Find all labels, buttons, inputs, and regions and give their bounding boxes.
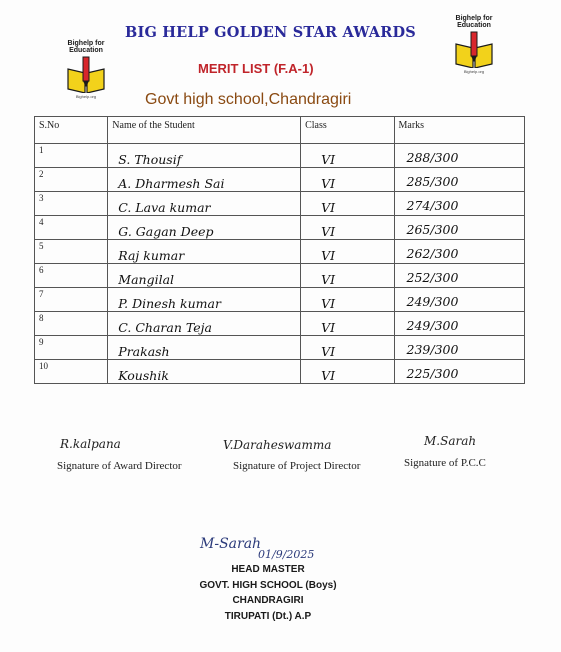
row-sno: 2 [35, 168, 108, 192]
merit-table [34, 116, 525, 384]
row-class-cell [301, 144, 394, 168]
row-marks: 285/300 [406, 174, 459, 189]
table-row [35, 288, 525, 312]
table-row [35, 216, 525, 240]
row-student-name: C. Lava kumar [118, 200, 211, 215]
row-student-name: A. Dharmesh Sai [118, 176, 225, 191]
row-marks: 262/300 [406, 246, 459, 261]
row-marks-cell [394, 192, 525, 216]
row-marks-cell [394, 264, 525, 288]
headmaster-date: 01/9/2025 [258, 548, 315, 561]
row-class: VI [321, 176, 336, 191]
table-row [35, 168, 525, 192]
book-pencil-icon [66, 55, 106, 93]
row-marks: 252/300 [406, 270, 459, 285]
row-student-name-cell [108, 216, 301, 240]
row-student-name: S. Thousif [118, 152, 182, 167]
row-class-cell [301, 216, 394, 240]
row-class-cell [301, 360, 394, 384]
row-marks: 265/300 [406, 222, 459, 237]
table-row [35, 240, 525, 264]
stamp-line: HEAD MASTER [231, 564, 305, 575]
table-header-row [35, 117, 525, 144]
bighelp-logo-right [438, 15, 510, 74]
row-class: VI [321, 248, 336, 263]
row-student-name: Mangilal [118, 272, 175, 287]
row-marks-cell [394, 336, 525, 360]
row-class-cell [301, 240, 394, 264]
logo-tag: Bighelp.org [463, 69, 485, 74]
stamp-line: TIRUPATI (Dt.) A.P [224, 610, 312, 622]
merit-list-heading: MERIT LIST (F.A-1) [198, 61, 314, 76]
row-marks-cell [394, 240, 525, 264]
row-student-name: G. Gagan Deep [118, 224, 214, 239]
row-student-name-cell [108, 336, 301, 360]
row-marks: 288/300 [406, 150, 459, 165]
row-marks: 274/300 [406, 198, 459, 213]
table-row [35, 192, 525, 216]
row-student-name-cell [108, 168, 301, 192]
table-row [35, 264, 525, 288]
row-sno: 10 [35, 360, 108, 384]
row-class-cell [301, 288, 394, 312]
row-student-name-cell [108, 240, 301, 264]
award-director-signature: R.kalpana [60, 437, 121, 451]
row-class-cell [301, 192, 394, 216]
row-sno: 3 [35, 192, 108, 216]
row-student-name-cell [108, 312, 301, 336]
table-row [35, 144, 525, 168]
table-row [35, 312, 525, 336]
row-student-name: C. Charan Teja [118, 320, 212, 335]
row-sno: 7 [35, 288, 108, 312]
row-marks-cell [394, 168, 525, 192]
pcc-label: Signature of P.C.C [404, 457, 486, 469]
row-student-name-cell [108, 264, 301, 288]
row-marks-cell [394, 288, 525, 312]
row-student-name: P. Dinesh kumar [118, 296, 221, 311]
row-student-name-cell [108, 288, 301, 312]
row-class: VI [321, 200, 336, 215]
logo-tag: Bighelp.org [75, 94, 97, 99]
row-class: VI [321, 152, 336, 167]
book-pencil-icon [454, 30, 494, 68]
row-class: VI [321, 296, 336, 311]
headmaster-signature: M-Sarah [200, 536, 262, 552]
row-class-cell [301, 336, 394, 360]
table-row [35, 336, 525, 360]
logo-name: Bighelp for Education [67, 40, 105, 54]
column-header-name: Name of the Student [108, 117, 301, 144]
project-director-label: Signature of Project Director [233, 460, 361, 472]
row-class: VI [321, 320, 336, 335]
column-header-class: Class [301, 117, 394, 144]
bighelp-logo-left [50, 40, 122, 99]
column-header-marks: Marks [394, 117, 525, 144]
row-student-name: Prakash [118, 344, 170, 359]
pcc-signature: M.Sarah [424, 434, 477, 448]
row-class-cell [301, 312, 394, 336]
award-director-label: Signature of Award Director [57, 460, 182, 472]
row-marks-cell [394, 312, 525, 336]
row-marks-cell [394, 216, 525, 240]
stamp-line: GOVT. HIGH SCHOOL (Boys) [199, 579, 337, 591]
awards-title: BIG HELP GOLDEN STAR AWARDS [125, 24, 416, 41]
row-sno: 6 [35, 264, 108, 288]
row-student-name: Raj kumar [118, 248, 185, 263]
row-marks-cell [394, 144, 525, 168]
stamp-line: CHANDRAGIRI [232, 595, 304, 606]
logo-name: Bighelp for Education [455, 15, 493, 29]
row-student-name: Koushik [118, 368, 169, 383]
row-class-cell [301, 264, 394, 288]
row-class: VI [321, 224, 336, 239]
row-marks: 249/300 [406, 318, 459, 333]
row-student-name-cell [108, 192, 301, 216]
column-header-sno: S.No [35, 117, 108, 144]
row-student-name-cell [108, 360, 301, 384]
row-marks: 239/300 [406, 342, 459, 357]
row-sno: 8 [35, 312, 108, 336]
row-marks: 225/300 [406, 366, 459, 381]
project-director-signature: V.Daraheswamma [223, 438, 332, 452]
row-sno: 1 [35, 144, 108, 168]
row-student-name-cell [108, 144, 301, 168]
row-class-cell [301, 168, 394, 192]
school-name: Govt high school,Chandragiri [145, 91, 352, 108]
row-class: VI [321, 272, 336, 287]
row-class: VI [321, 344, 336, 359]
row-sno: 9 [35, 336, 108, 360]
row-sno: 4 [35, 216, 108, 240]
headmaster-stamp [183, 562, 353, 624]
row-class: VI [321, 368, 336, 383]
row-marks: 249/300 [406, 294, 459, 309]
row-marks-cell [394, 360, 525, 384]
row-sno: 5 [35, 240, 108, 264]
table-row [35, 360, 525, 384]
